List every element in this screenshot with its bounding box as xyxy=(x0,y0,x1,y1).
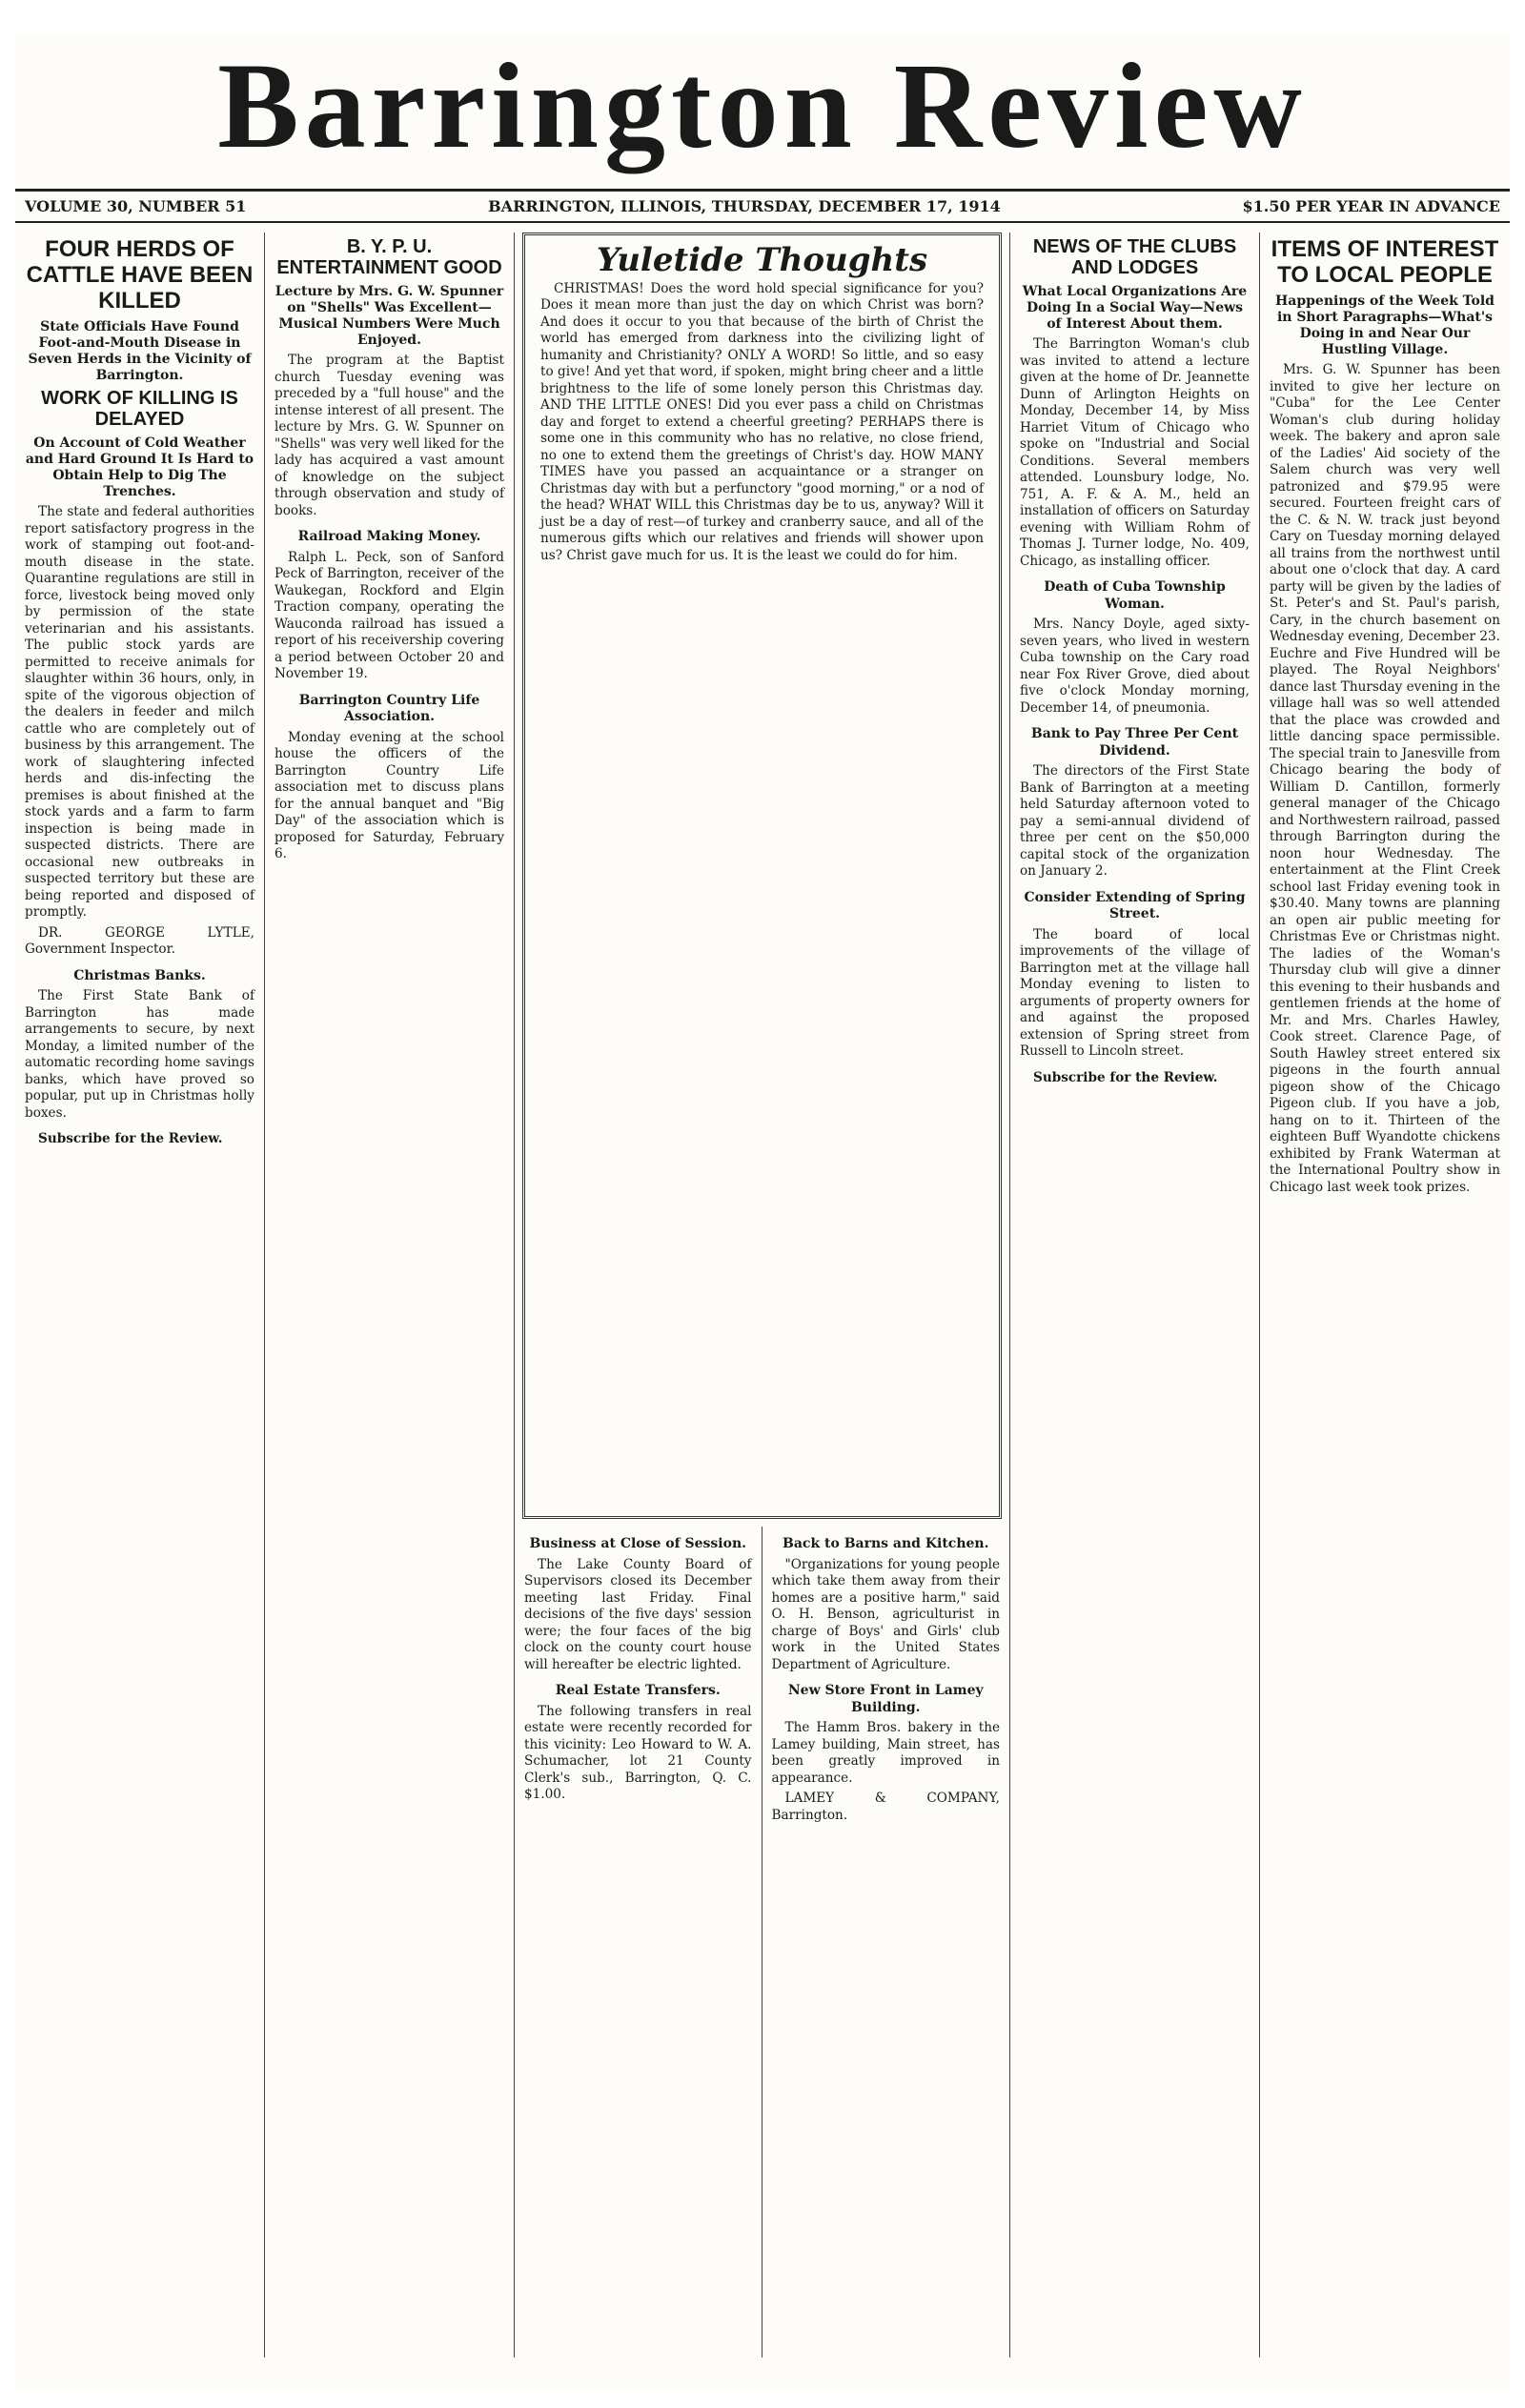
column-4 xyxy=(762,1527,1010,2357)
article-railroad: Ralph L. Peck, son of Sanford Peck of Barrington, receiver of the Waukegan, Rockford and Elgin Traction company, operating the Wauconda railroad has issued a report of his receivership covering a period between October 20 and November 19. xyxy=(274,549,504,681)
column-1 xyxy=(15,233,265,2357)
article-bypu: The program at the Baptist church Tuesday evening was preceded by a "full house" and the intense interest of all present. The lecture by Mrs. G. W. Spunner on "Shells" was very well liked for the lady has acquired a vast amount of knowledge on the subject through observation and study of books. xyxy=(274,353,504,518)
article-transfers: The following transfers in real estate were recently recorded for this vicinity: Leo Howard to W. A. Schumacher, lot 21 County Clerk's sub., Barrington, Q. C. $1.00. xyxy=(524,1703,752,1802)
deck-killing: On Account of Cold Weather and Hard Ground It Is Hard to Obtain Help to Dig The Trenches. xyxy=(25,435,254,499)
article-dividend: The directors of the First State Bank of Barrington at a meeting held Saturday afternoon voted to pay a semi-annual dividend of three per cent on the $50,000 capital stock of the organization on January 2. xyxy=(1020,763,1250,879)
subhead-dividend: Bank to Pay Three Per Cent Dividend. xyxy=(1030,726,1239,759)
signature-lamey: LAMEY & COMPANY, Barrington. xyxy=(771,1791,1000,1823)
subscribe-note-1: Subscribe for the Review. xyxy=(38,1131,223,1146)
subhead-country-life: Barrington Country Life Association. xyxy=(298,692,480,724)
subhead-spring-street: Consider Extending of Spring Street. xyxy=(1024,889,1246,921)
column-7 xyxy=(1260,233,1510,2357)
subhead-railroad: Railroad Making Money. xyxy=(297,529,481,544)
article-cattle: The state and federal authorities report satisfactory progress in the work of stamping out foot-and-mouth disease in the state. Quarantine regulations are still in force, livestock being moved only by permission of the state veterinarian and his assistants. The public stock yards are permitted to receive animals for slaughter within 36 hours, only, in spite of the vigorous objection of the dealers in feeder and milch cattle who are completely out of business by this arrangement. The work of slaughtering infected herds and dis-infecting the premises is about finished at the stock yards and a farm to farm inspection is being made in suspected districts. There are occasional new outbreaks in suspected territory but these are being reported and disposed of promptly. xyxy=(25,504,254,920)
deck-cattle: State Officials Have Found Foot-and-Mouth Disease in Seven Herds in the Vicinity of Barrington. xyxy=(28,319,252,383)
feature-box xyxy=(522,233,1002,1519)
article-country-life: Monday evening at the school house the officers of the Barrington Country Life association met to discuss plans for the annual banquet and "Big Day" of the association which is proposed for Saturday, February 6. xyxy=(274,729,504,861)
subhead-christmas-banks: Christmas Banks. xyxy=(73,967,206,983)
article-barns: "Organizations for young people which take them away from their homes are a positive harm," said O. H. Benson, agriculturist in charge of Boys' and Girls' club work in the United States Department of Agriculture. xyxy=(771,1556,1000,1672)
columns xyxy=(15,233,1510,2357)
article-christmas-banks: The First State Bank of Barrington has made arrangements to secure, by next Monday, a limited number of the automatic recording home savings banks, which have proved so popular, put up in Christmas holly boxes. xyxy=(25,988,254,1121)
signature-inspector: DR. GEORGE LYTLE, Government Inspector. xyxy=(25,924,254,957)
masthead-title: Barrington Review xyxy=(217,38,1308,173)
deck-items: Happenings of the Week Told in Short Paragraphs—What's Doing in and Near Our Hustling Village. xyxy=(1275,293,1494,357)
feature-body: CHRISTMAS! Does the word hold special significance for you? Does it mean more than just the day on which Christ was born? And does it occur to you that because of the birth of Christ the world has emerged from darkness into the civilizing light of humanity and Christianity? ONLY A WORD! So little, and so easy to give! And yet that word, if spoken, might bring cheer and a little brightness to the life of some lonely person this Christmas day. AND THE LITTLE ONES! Did you ever pass a child on Christmas day and forget to extend a cheerful greeting? PERHAPS there is some one in this community who has no relative, no close friend, no one to extend them the greetings of Christ's day. HOW MANY TIMES have you passed an acquaintance or a stranger on Christmas day with but a perfunctory "good morning," or a nod of the head? WHAT WILL this Christmas day be to us, anyway? Will it just be a day of rest—of turkey and cranberry sauce, and all of the numerous gifts which our relatives and friends will shower upon us? Christ gave much for us. It is the least we could do for him. xyxy=(540,280,984,563)
column-2 xyxy=(265,233,515,2357)
newspaper-page xyxy=(15,34,1510,2388)
center-lower xyxy=(515,1527,1009,2357)
subhead-session: Business at Close of Session. xyxy=(529,1536,747,1551)
deck-clubs: What Local Organizations Are Doing In a Social Way—News of Interest About them. xyxy=(1022,284,1248,332)
dateline xyxy=(15,189,1510,223)
place-date: BARRINGTON, ILLINOIS, THURSDAY, DECEMBER 17, 1914 xyxy=(488,197,1001,215)
article-store-front: The Hamm Bros. bakery in the Lamey building, Main street, has been greatly improved in appearance. xyxy=(771,1720,1000,1786)
volume-number: VOLUME 30, NUMBER 51 xyxy=(25,197,247,215)
subhead-store-front: New Store Front in Lamey Building. xyxy=(787,1683,984,1715)
article-clubs: The Barrington Woman's club was invited to attend a lecture given at the home of Dr. Jeannette Dunn of Arlington Heights on Monday, December 14, by Miss Harriet Vitum of Chicago who spoke on "Industrial and Social Conditions. Several members attended. Lounsbury lodge, No. 751, A. F. & A. M., held an installation of officers on Saturday evening with William Rohm of Thomas J. Turner lodge, No. 409, Chicago, as installing officer. xyxy=(1020,336,1250,569)
article-items: Mrs. G. W. Spunner has been invited to give her lecture on "Cuba" for the Lee Center Woman's club during holiday week. The bakery and apron sale of the Ladies' Aid society of the Salem church was very well patronized and $79.95 were secured. Fourteen freight cars of the C. & N. W. track just beyond Cary on Tuesday morning delayed all trains from the northwest until about one o'clock that day. A card party will be given by the ladies of St. Peter's and St. Paul's parish, Cary, in the church basement on Wednesday evening, December 23. Euchre and Five Hundred will be played. The Royal Neighbors' dance last Thursday evening in the village hall was so well attended that the place was crowded and little dancing space permissible. The special train to Janesville from Chicago bearing the body of William D. Cantillon, formerly general manager of the Chicago and Northwestern railroad, passed through Barrington during the noon hour Wednesday. The entertainment at the Flint Creek school last Friday evening took in $30.40. Many towns are planning an open air public meeting for Christmas Eve or Christmas night. The ladies of the Woman's Thursday club will give a dinner this evening to their husbands and gentlemen friends at the home of Mr. and Mrs. Charles Hawley, Cook street. Clarence Page, of South Hawley street entered six pigeons in the fourth annual pigeon show of the Chicago Pigeon club. If you have a job, hang on to it. Thirteen of the eighteen Buff Wyandotte chickens exhibited by Frank Waterman at the International Poultry show in Chicago last week took prizes. xyxy=(1270,362,1500,1195)
column-3 xyxy=(515,1527,762,2357)
deck-bypu: Lecture by Mrs. G. W. Spunner on "Shells" Was Excellent—Musical Numbers Were Much Enjoyed. xyxy=(274,284,504,348)
feature-title: Yuletide Thoughts xyxy=(596,241,928,279)
headline-cattle: FOUR HERDS OF CATTLE HAVE BEEN KILLED xyxy=(26,236,254,314)
article-session: The Lake County Board of Supervisors closed its December meeting last Friday. Final decisions of the five days' session were; the four faces of the big clock on the county court house will hereafter be electric lighted. xyxy=(524,1556,752,1672)
article-cuba-death: Mrs. Nancy Doyle, aged sixty-seven years, who lived in western Cuba township on the Cary road near Fox River Grove, died about five o'clock Monday morning, December 14, of pneumonia. xyxy=(1020,617,1250,716)
subhead-cuba-death: Death of Cuba Township Woman. xyxy=(1044,579,1226,612)
headline-bypu: B. Y. P. U. ENTERTAINMENT GOOD xyxy=(276,236,502,278)
article-spring-street: The board of local improvements of the village of Barrington met at the village hall Monday evening to listen to arguments of property owners for and against the proposed extension of Spring street from Russell to Lincoln street. xyxy=(1020,926,1250,1059)
subhead-transfers: Real Estate Transfers. xyxy=(555,1683,721,1698)
subhead-killing: WORK OF KILLING IS DELAYED xyxy=(41,388,238,430)
headline-clubs: NEWS OF THE CLUBS AND LODGES xyxy=(1032,236,1237,278)
subhead-barns: Back to Barns and Kitchen. xyxy=(783,1536,989,1551)
center-section xyxy=(515,233,1010,2357)
column-6 xyxy=(1010,233,1260,2357)
subscribe-note-2: Subscribe for the Review. xyxy=(1033,1069,1218,1085)
subscription-price: $1.50 PER YEAR IN ADVANCE xyxy=(1242,197,1500,215)
headline-items: ITEMS OF INTEREST TO LOCAL PEOPLE xyxy=(1271,236,1499,288)
